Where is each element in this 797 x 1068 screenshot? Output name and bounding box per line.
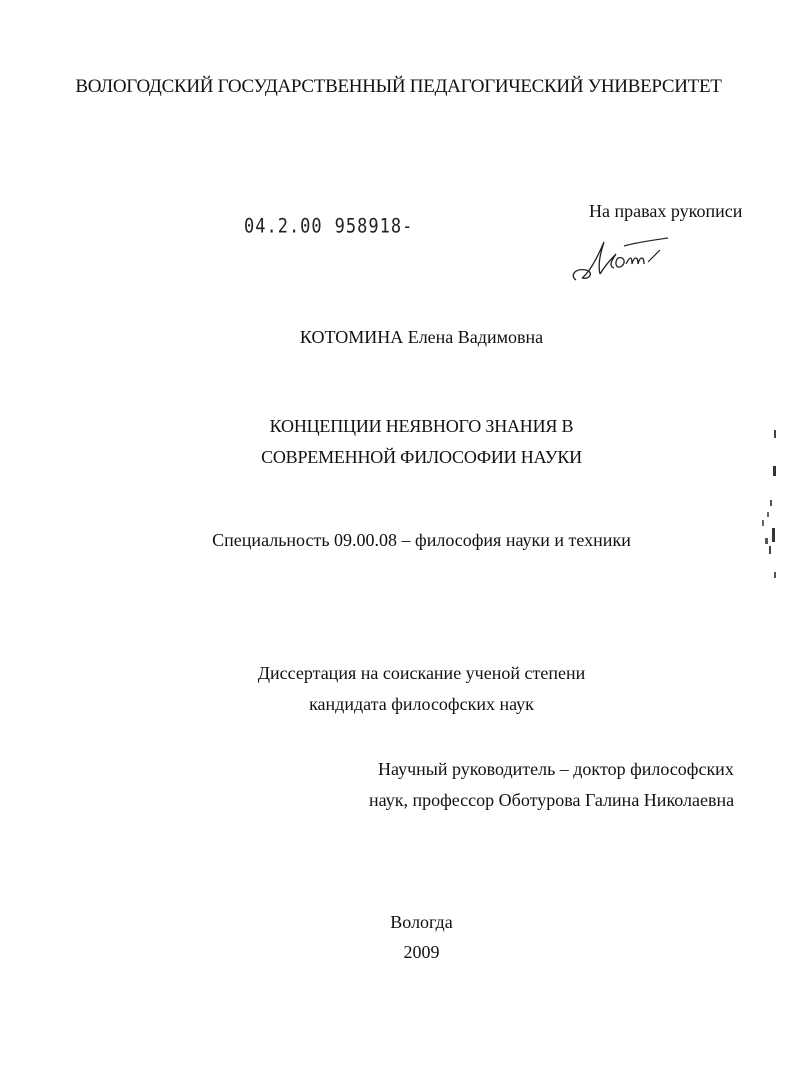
stamp-date: 04.2.00 [244, 215, 323, 239]
handwritten-signature [568, 228, 678, 288]
manuscript-rights-note: На правах рукописи [589, 201, 743, 221]
scan-edge-marks [752, 420, 792, 600]
specialty: Специальность 09.00.08 – философия науки и техники [212, 530, 631, 550]
degree-line-2: кандидата философских наук [309, 694, 534, 714]
thesis-title-line-1: КОНЦЕПЦИИ НЕЯВНОГО ЗНАНИЯ В [269, 416, 574, 436]
author-name: КОТОМИНА Елена Вадимовна [299, 327, 544, 347]
city: Вологда [390, 912, 453, 932]
supervisor-line-2: наук, профессор Оботурова Галина Николаевна [369, 790, 735, 810]
supervisor-line-1: Научный руководитель – доктор философских [378, 759, 734, 779]
stamp-number: 958918- [334, 215, 414, 239]
degree-line-1: Диссертация на соискание ученой степени [257, 663, 586, 683]
university-name: ВОЛОГОДСКИЙ ГОСУДАРСТВЕННЫЙ ПЕДАГОГИЧЕСКИЙ УНИВЕРСИТЕТ [75, 76, 722, 97]
thesis-title-line-2: СОВРЕМЕННОЙ ФИЛОСОФИИ НАУКИ [261, 447, 582, 467]
year: 2009 [403, 942, 440, 962]
archive-stamp [244, 214, 413, 239]
